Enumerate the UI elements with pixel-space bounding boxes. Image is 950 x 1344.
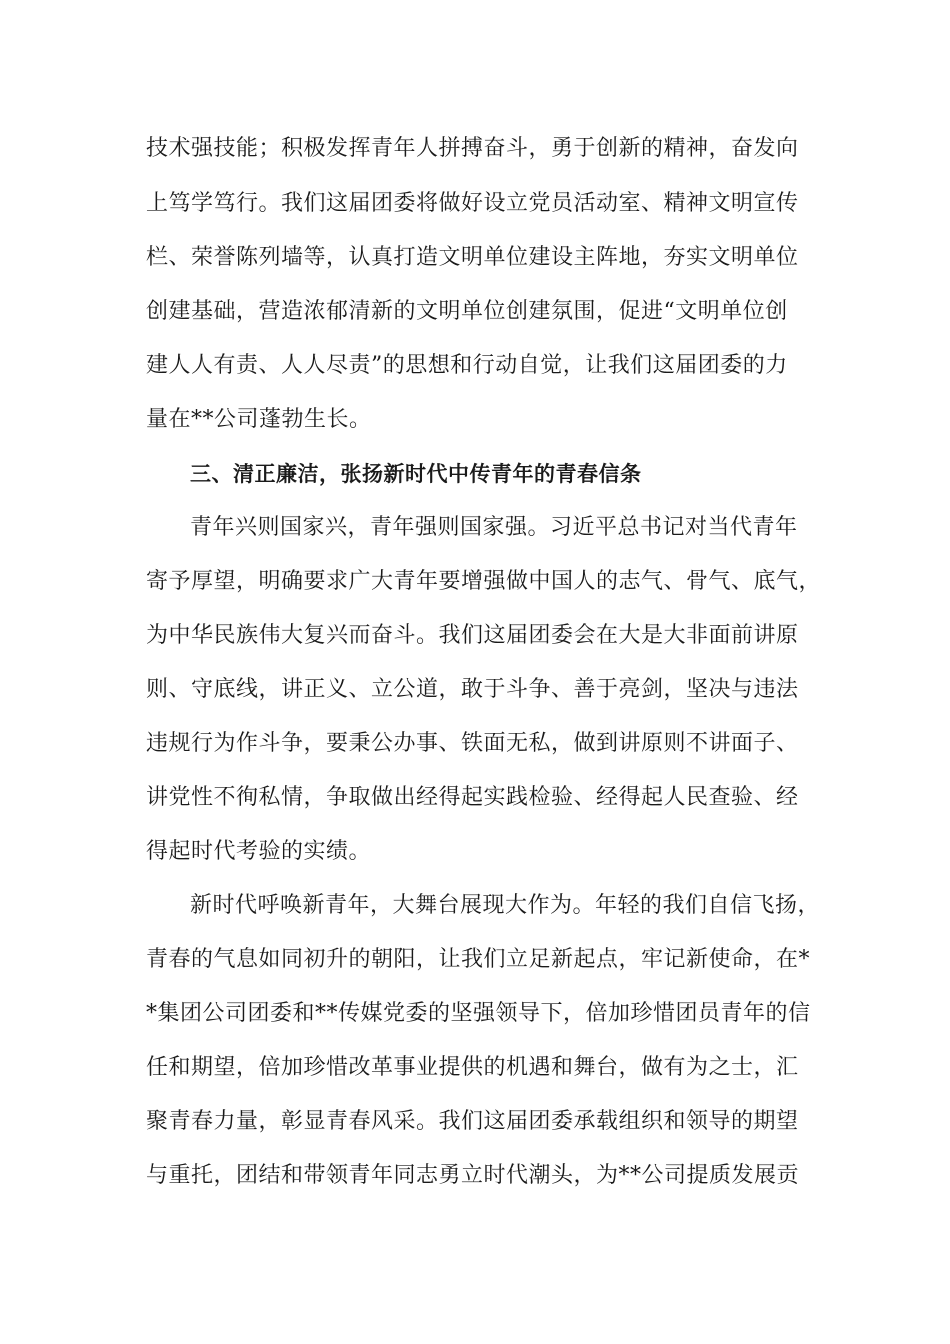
paragraph-line: 创建基础，营造浓郁清新的文明单位创建氛围，促进“文明单位创 (146, 299, 788, 324)
paragraph-line: 上笃学笃行。我们这届团委将做好设立党员活动室、精神文明宣传 (146, 191, 799, 216)
paragraph-line: 聚青春力量，彰显青春风采。我们这届团委承载组织和领导的期望 (146, 1109, 799, 1134)
section-heading: 三、清正廉洁，张扬新时代中传青年的青春信条 (190, 462, 642, 486)
paragraph-line: 青春的气息如同初升的朝阳，让我们立足新起点，牢记新使命，在* (146, 947, 811, 972)
paragraph-line: 得起时代考验的实绩。 (146, 839, 372, 864)
paragraph-line: 与重托，团结和带领青年同志勇立时代潮头，为**公司提质发展贡 (146, 1163, 800, 1188)
paragraph-line: 技术强技能；积极发挥青年人拼搏奋斗，勇于创新的精神，奋发向 (146, 136, 799, 161)
paragraph-line: 违规行为作斗争，要秉公办事、铁面无私，做到讲原则不讲面子、 (146, 731, 799, 756)
paragraph-line: 寄予厚望，明确要求广大青年要增强做中国人的志气、骨气、底气， (146, 569, 822, 594)
paragraph-line: 建人人有责、人人尽责”的思想和行动自觉，让我们这届团委的力 (146, 353, 788, 378)
paragraph-line: 新时代呼唤新青年，大舞台展现大作为。年轻的我们自信飞扬， (190, 893, 821, 918)
paragraph-line: 量在**公司蓬勃生长。 (146, 407, 372, 432)
paragraph-line: 青年兴则国家兴，青年强则国家强。习近平总书记对当代青年 (190, 515, 798, 540)
paragraph-line: 为中华民族伟大复兴而奋斗。我们这届团委会在大是大非面前讲原 (146, 623, 799, 648)
paragraph-line: 讲党性不徇私情，争取做出经得起实践检验、经得起人民查验、经 (146, 785, 799, 810)
paragraph-line: 栏、荣誉陈列墙等，认真打造文明单位建设主阵地，夯实文明单位 (146, 245, 799, 270)
paragraph-line: 则、守底线，讲正义、立公道，敢于斗争、善于亮剑，坚决与违法 (146, 677, 799, 702)
paragraph-line: 任和期望，倍加珍惜改革事业提供的机遇和舞台，做有为之士，汇 (146, 1055, 799, 1080)
paragraph-line: *集团公司团委和**传媒党委的坚强领导下，倍加珍惜团员青年的信 (146, 1001, 811, 1026)
